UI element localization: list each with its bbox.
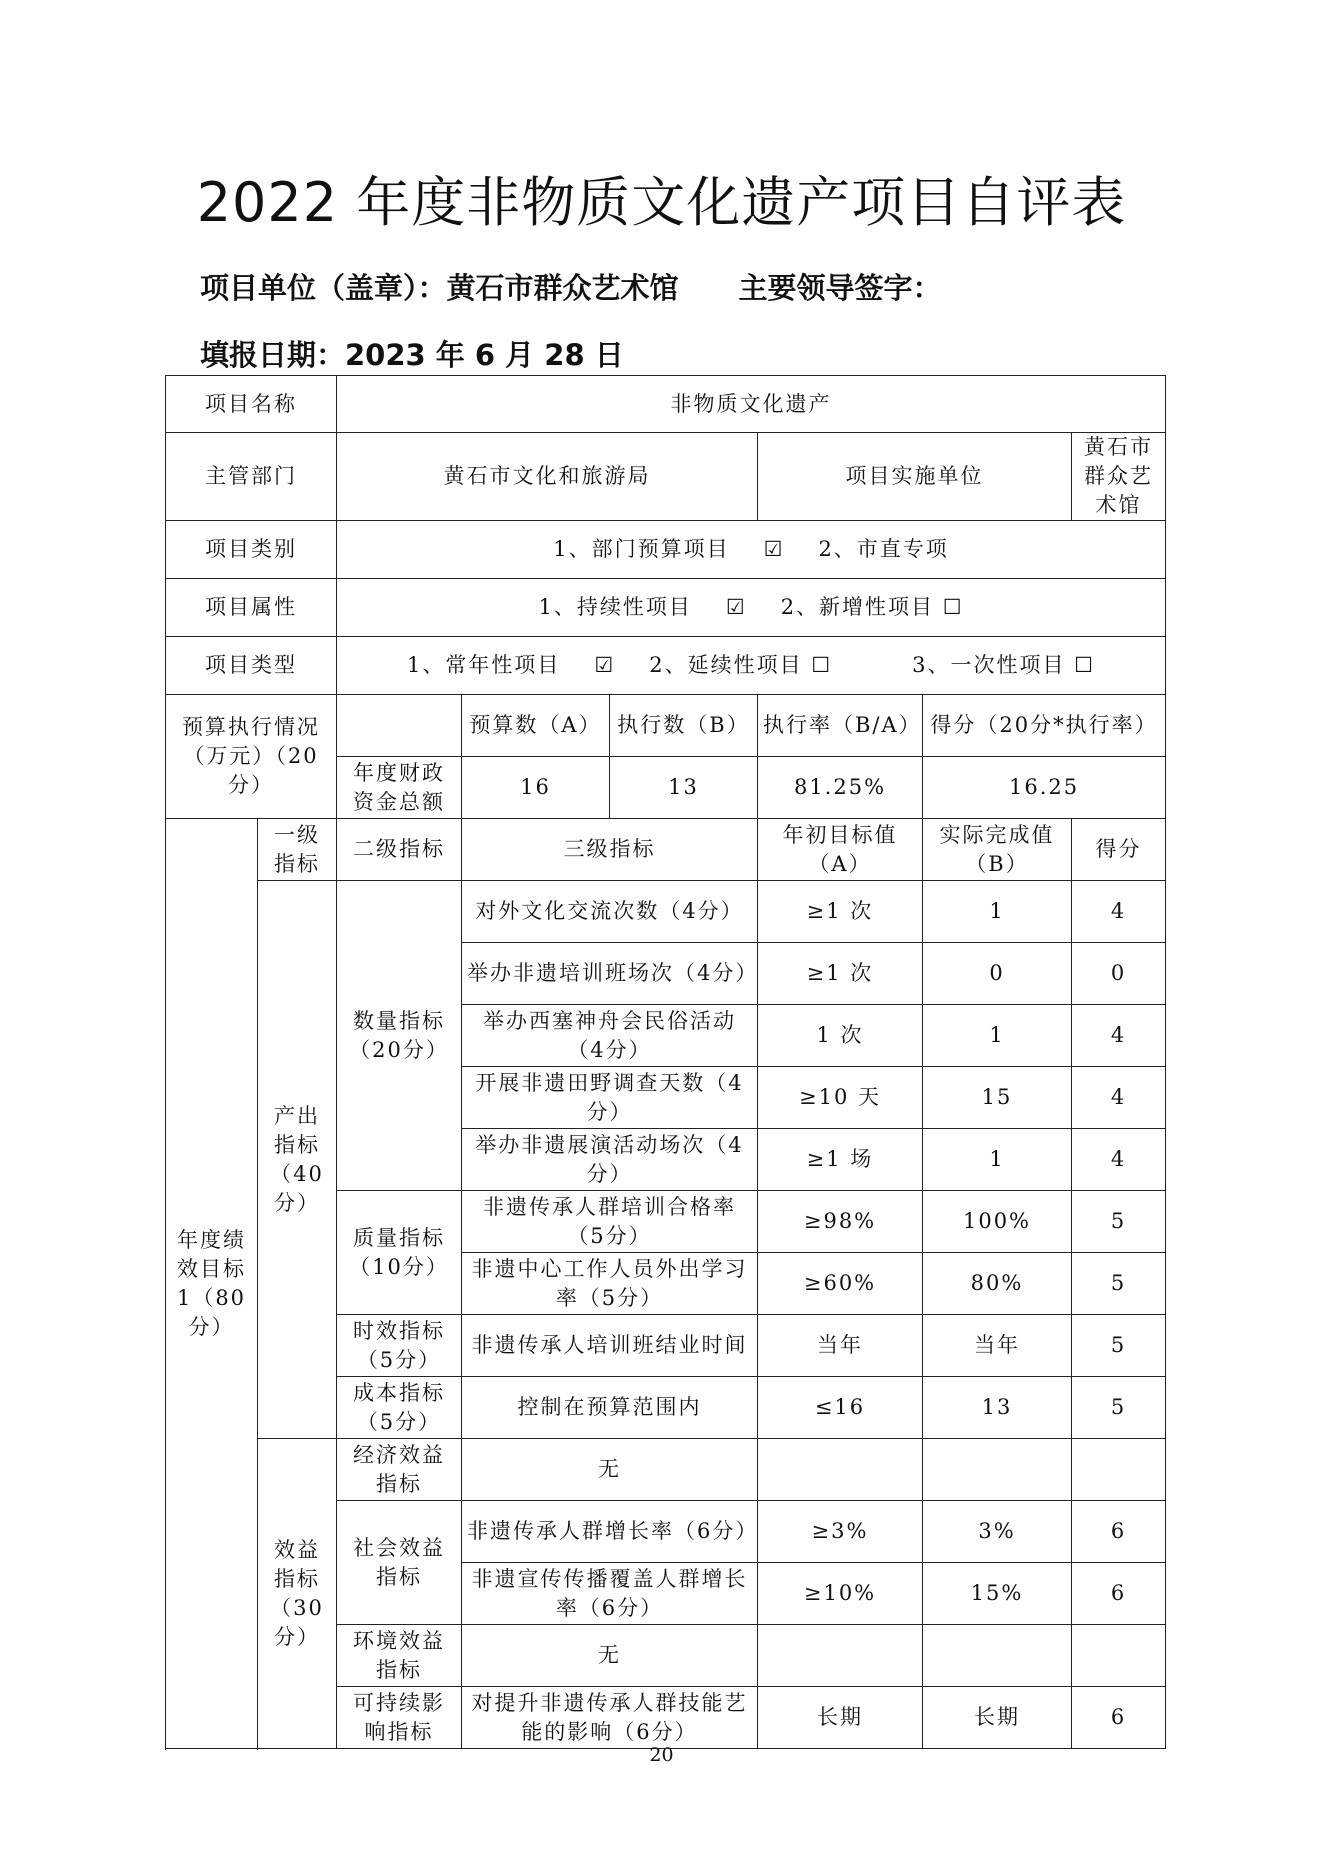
indicator-actual: 100%	[923, 1191, 1072, 1253]
table-row	[166, 1439, 1166, 1501]
header-level3: 三级指标	[462, 819, 758, 881]
page-number: 20	[649, 1744, 674, 1766]
indicator-name: 非遗宣传传播覆盖人群增长率（6分）	[462, 1563, 758, 1625]
indicator-score: 6	[1072, 1501, 1166, 1563]
indicator-name: 举办非遗培训班场次（4分）	[462, 943, 758, 1005]
indicator-score: 0	[1072, 943, 1166, 1005]
indicator-target: ≥10%	[758, 1563, 923, 1625]
budget-col-score: 得分（20分*执行率）	[923, 695, 1166, 757]
indicator-target: ≥10 天	[758, 1067, 923, 1129]
indicator-score: 4	[1072, 1005, 1166, 1067]
indicator-name: 非遗中心工作人员外出学习率（5分）	[462, 1253, 758, 1315]
header-actual: 实际完成值（B）	[923, 819, 1072, 881]
category-option-1-checkbox: ☑	[763, 537, 785, 561]
indicator-score: 4	[1072, 1067, 1166, 1129]
indicator-actual: 15%	[923, 1563, 1072, 1625]
project-name-label: 项目名称	[166, 376, 337, 433]
project-attribute-options	[337, 579, 1166, 637]
project-category-label: 项目类别	[166, 521, 337, 579]
indicator-actual: 0	[923, 943, 1072, 1005]
row-project-type	[166, 637, 1166, 695]
indicator-name: 非遗传承人培训班结业时间	[462, 1315, 758, 1377]
indicator-name: 无	[462, 1439, 758, 1501]
implementing-unit-value: 黄石市群众艺术馆	[1072, 433, 1166, 521]
attribute-option-2: 2、新增性项目 ☐	[780, 595, 964, 619]
output-indicator-label: 产出指标（40分）	[258, 881, 337, 1439]
budget-execution-label: 预算执行情况（万元）（20分）	[166, 695, 337, 819]
indicator-target: ≥1 场	[758, 1129, 923, 1191]
evaluation-table	[165, 375, 1166, 1749]
header-score: 得分	[1072, 819, 1166, 881]
indicator-target: ≥1 次	[758, 881, 923, 943]
row-project-category	[166, 521, 1166, 579]
header-line-1	[200, 268, 942, 308]
indicator-actual: 长期	[923, 1687, 1072, 1749]
indicator-actual	[923, 1439, 1072, 1501]
indicator-score: 6	[1072, 1687, 1166, 1749]
sustainable-impact-label: 可持续影响指标	[337, 1687, 462, 1749]
project-name-value: 非物质文化遗产	[337, 376, 1166, 433]
type-option-2: 2、延续性项目 ☐	[649, 653, 833, 677]
department-value: 黄石市文化和旅游局	[337, 433, 758, 521]
indicator-score	[1072, 1439, 1166, 1501]
benefit-indicator-label: 效益指标（30分）	[258, 1439, 337, 1749]
indicator-actual: 1	[923, 1005, 1072, 1067]
indicator-target: 当年	[758, 1315, 923, 1377]
indicator-score: 6	[1072, 1563, 1166, 1625]
project-type-label: 项目类型	[166, 637, 337, 695]
indicator-name: 控制在预算范围内	[462, 1377, 758, 1439]
indicator-target: ≥1 次	[758, 943, 923, 1005]
budget-row-label: 年度财政资金总额	[337, 757, 462, 819]
budget-a-value: 16	[462, 757, 610, 819]
type-option-1-checkbox: ☑	[594, 653, 616, 677]
department-label: 主管部门	[166, 433, 337, 521]
project-unit-label: 项目单位（盖章）：黄石市群众艺术馆	[200, 271, 679, 305]
social-benefit-label: 社会效益指标	[337, 1501, 462, 1625]
indicator-actual: 13	[923, 1377, 1072, 1439]
environmental-benefit-label: 环境效益指标	[337, 1625, 462, 1687]
leader-signature-label: 主要领导签字：	[738, 271, 942, 305]
indicator-name: 无	[462, 1625, 758, 1687]
indicator-name: 对外文化交流次数（4分）	[462, 881, 758, 943]
indicator-score: 5	[1072, 1191, 1166, 1253]
project-type-options	[337, 637, 1166, 695]
row-project-name	[166, 376, 1166, 433]
implementing-unit-label: 项目实施单位	[758, 433, 1072, 521]
indicator-target: 1 次	[758, 1005, 923, 1067]
fill-date: 填报日期：2023 年 6 月 28 日	[200, 338, 624, 372]
row-perf-header	[166, 819, 1166, 881]
indicator-actual: 1	[923, 1129, 1072, 1191]
economic-benefit-label: 经济效益指标	[337, 1439, 462, 1501]
indicator-actual: 15	[923, 1067, 1072, 1129]
indicator-score: 4	[1072, 881, 1166, 943]
indicator-score: 5	[1072, 1315, 1166, 1377]
indicator-name: 开展非遗田野调查天数（4分）	[462, 1067, 758, 1129]
indicator-actual: 1	[923, 881, 1072, 943]
cost-indicator-label: 成本指标（5分）	[337, 1377, 462, 1439]
row-department	[166, 433, 1166, 521]
header-level1: 一级指标	[258, 819, 337, 881]
type-option-1: 1、常年性项目	[407, 653, 561, 677]
budget-rate-value: 81.25%	[758, 757, 923, 819]
row-project-attribute	[166, 579, 1166, 637]
indicator-actual	[923, 1625, 1072, 1687]
project-category-options	[337, 521, 1166, 579]
header-target: 年初目标值（A）	[758, 819, 923, 881]
indicator-name: 举办非遗展演活动场次（4分）	[462, 1129, 758, 1191]
category-option-2: 2、市直专项	[818, 537, 949, 561]
time-indicator-label: 时效指标（5分）	[337, 1315, 462, 1377]
table-row	[166, 881, 1166, 943]
quality-indicator-label: 质量指标（10分）	[337, 1191, 462, 1315]
row-budget-header	[166, 695, 1166, 757]
indicator-name: 对提升非遗传承人群技能艺能的影响（6分）	[462, 1687, 758, 1749]
indicator-target: ≥98%	[758, 1191, 923, 1253]
indicator-target	[758, 1625, 923, 1687]
indicator-actual: 80%	[923, 1253, 1072, 1315]
indicator-name: 非遗传承人群培训合格率（5分）	[462, 1191, 758, 1253]
indicator-score	[1072, 1625, 1166, 1687]
type-option-3: 3、一次性项目 ☐	[912, 653, 1095, 677]
budget-col-a: 预算数（A）	[462, 695, 610, 757]
indicator-score: 5	[1072, 1377, 1166, 1439]
indicator-actual: 3%	[923, 1501, 1072, 1563]
quantity-indicator-label: 数量指标（20分）	[337, 881, 462, 1191]
budget-b-value: 13	[610, 757, 758, 819]
budget-col-rate: 执行率（B/A）	[758, 695, 923, 757]
annual-goal-label: 年度绩效目标1（80分）	[166, 819, 258, 1749]
indicator-actual: 当年	[923, 1315, 1072, 1377]
budget-header-empty	[337, 695, 462, 757]
indicator-score: 5	[1072, 1253, 1166, 1315]
indicator-name: 举办西塞神舟会民俗活动（4分）	[462, 1005, 758, 1067]
indicator-target: ≥3%	[758, 1501, 923, 1563]
indicator-target	[758, 1439, 923, 1501]
indicator-target: ≥60%	[758, 1253, 923, 1315]
document-title: 2022 年度非物质文化遗产项目自评表	[196, 171, 1127, 234]
attribute-option-1-checkbox: ☑	[725, 595, 747, 619]
category-option-1: 1、部门预算项目	[553, 537, 730, 561]
indicator-score: 4	[1072, 1129, 1166, 1191]
indicator-target: ≤16	[758, 1377, 923, 1439]
indicator-target: 长期	[758, 1687, 923, 1749]
project-attribute-label: 项目属性	[166, 579, 337, 637]
indicator-name: 非遗传承人群增长率（6分）	[462, 1501, 758, 1563]
header-level2: 二级指标	[337, 819, 462, 881]
budget-col-b: 执行数（B）	[610, 695, 758, 757]
attribute-option-1: 1、持续性项目	[538, 595, 692, 619]
budget-score-value: 16.25	[923, 757, 1166, 819]
